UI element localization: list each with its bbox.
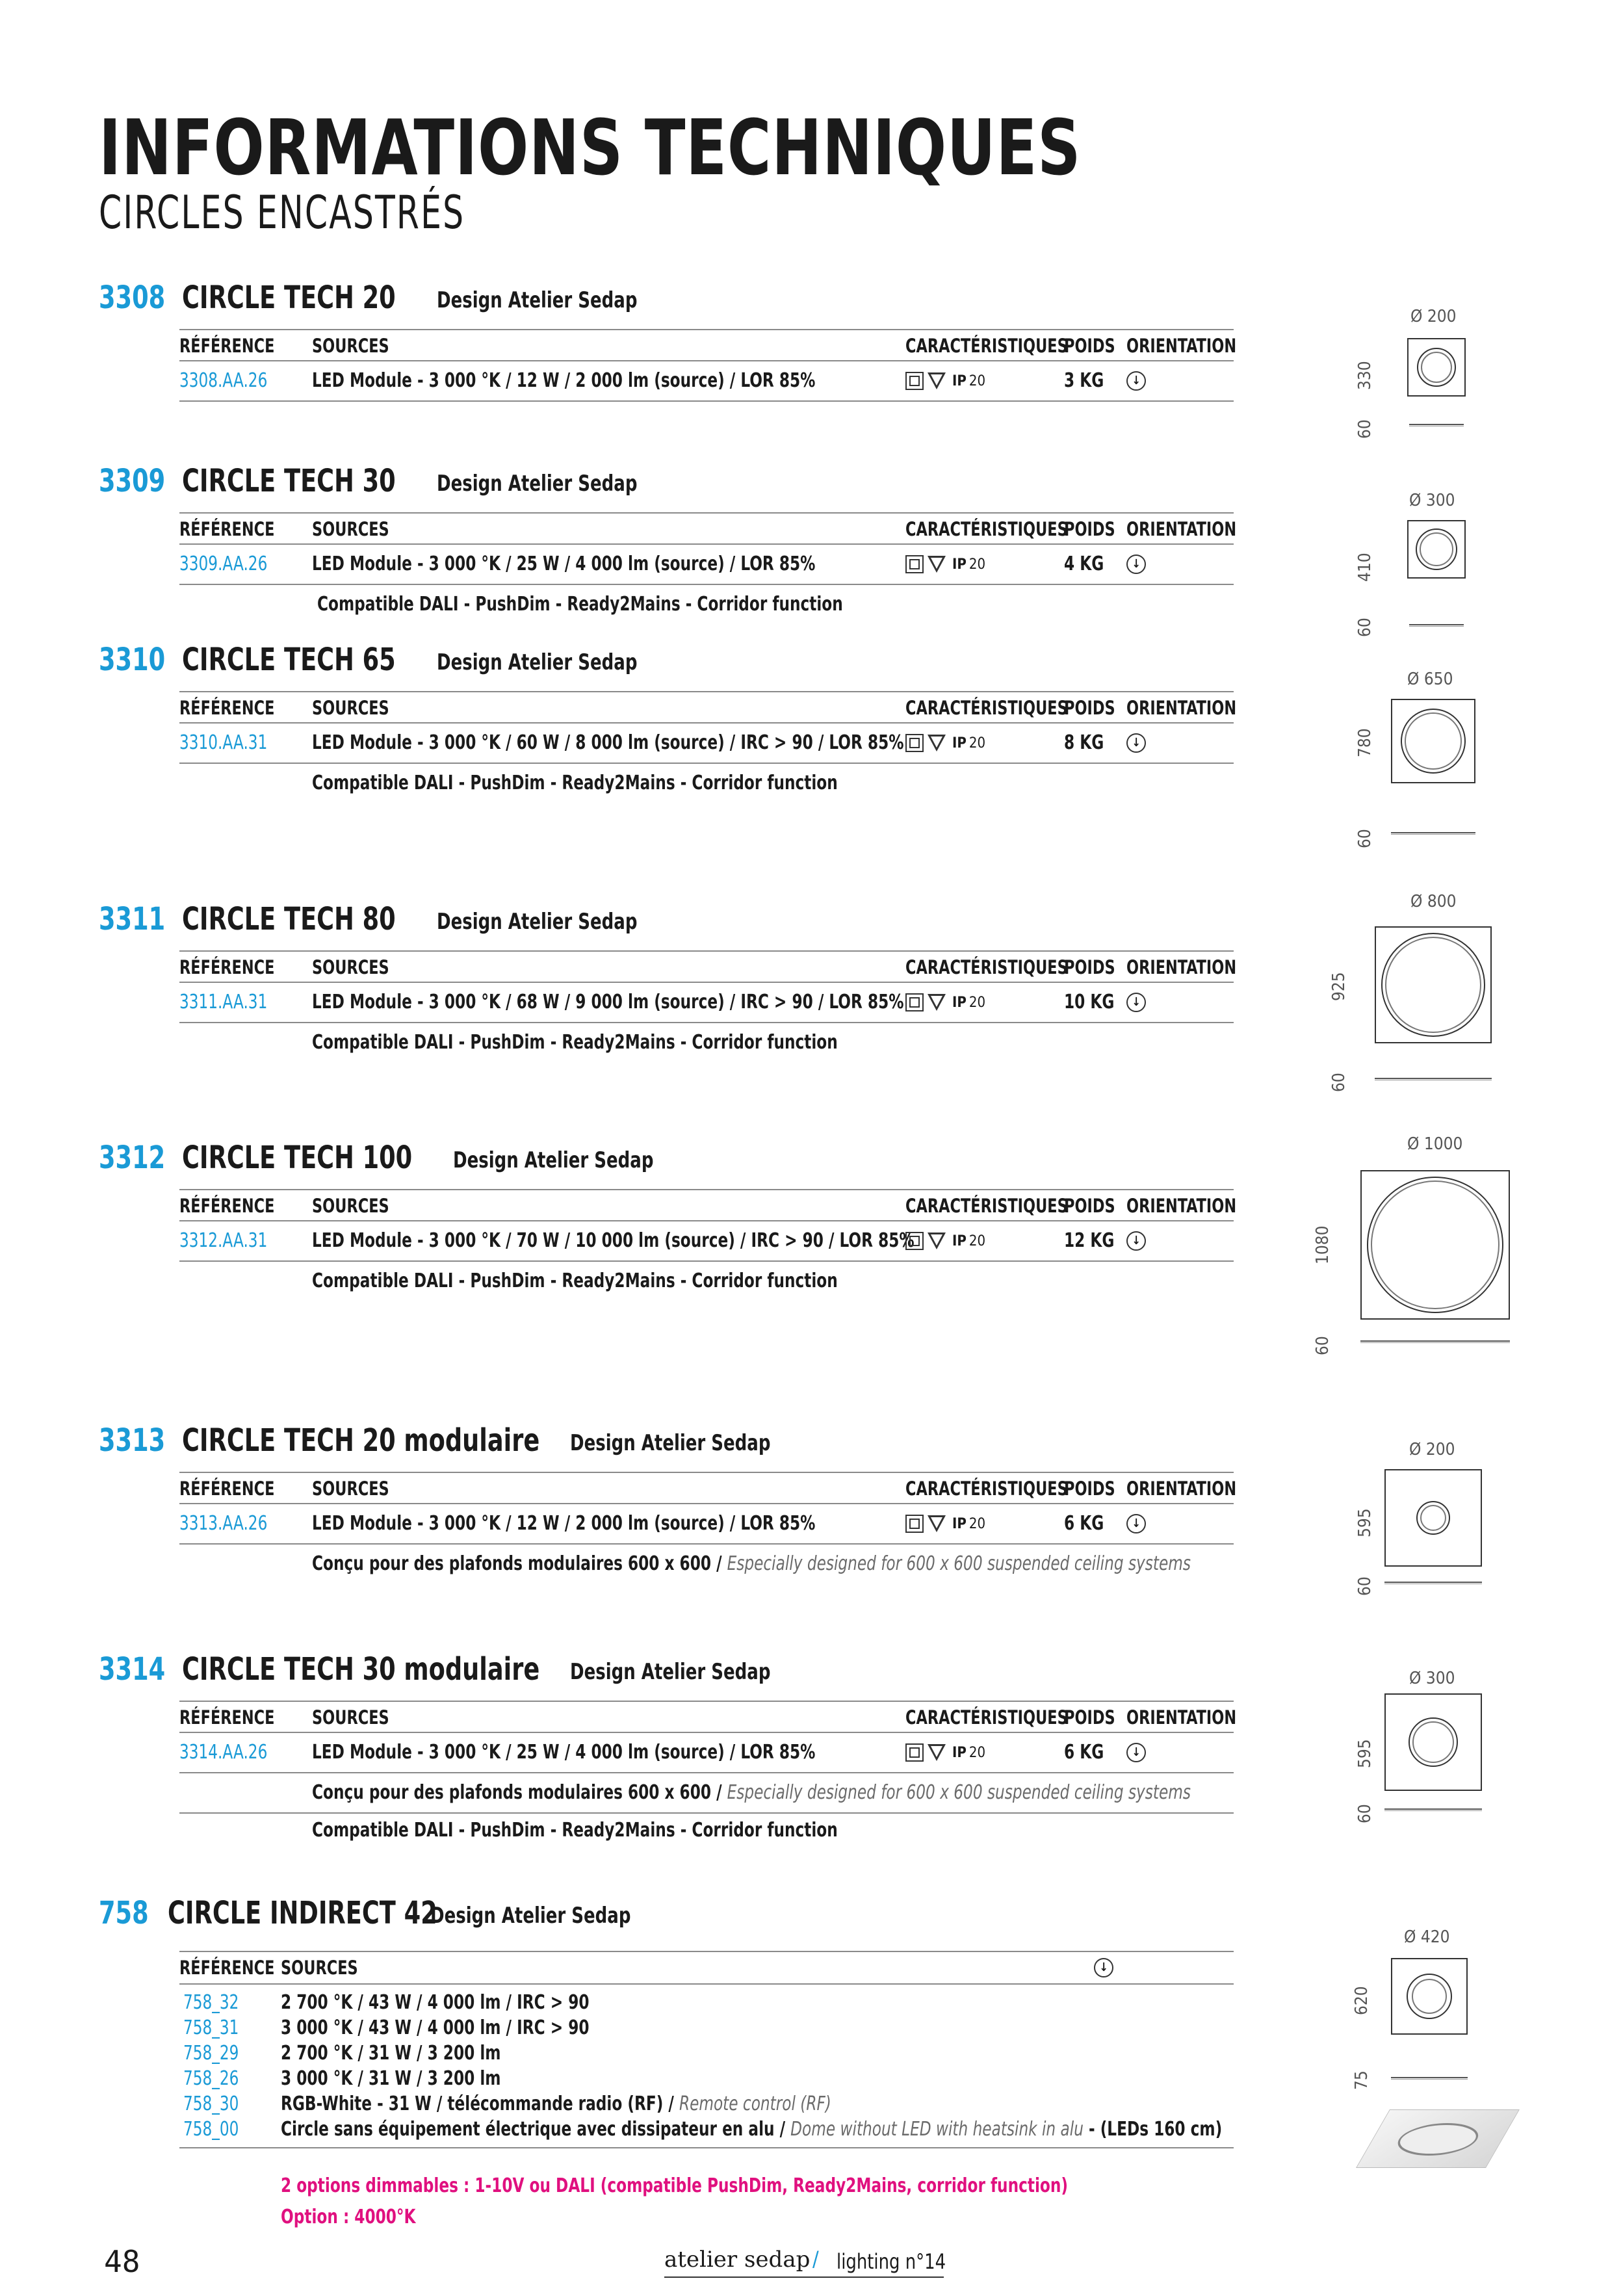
product-number: 3313: [99, 1422, 166, 1459]
product-number: 3314: [99, 1651, 166, 1688]
col-header-reference: RÉFÉRENCE: [179, 1195, 275, 1217]
footer-magazine: lighting n°14: [837, 2249, 946, 2274]
source-spec: [281, 2041, 500, 2067]
orientation-icon: ↓: [1126, 554, 1146, 574]
fixture-front-view: [1375, 926, 1492, 1043]
weight-value: 8 KG: [1064, 731, 1104, 754]
weight-value: 10 KG: [1064, 991, 1115, 1013]
weight-value: 3 KG: [1064, 369, 1104, 392]
compatibility-note: Compatible DALI - PushDim - Ready2Mains - Corridor function: [312, 1270, 838, 1292]
fixture-side-view: [1384, 1582, 1482, 1584]
ip-value: 20: [968, 1744, 986, 1761]
col-header-orientation: ORIENTATION: [1126, 697, 1237, 719]
triangle-f-icon: [928, 1744, 946, 1761]
col-header-sources: SOURCES: [312, 1706, 389, 1729]
fixture-inner-ring: [1371, 1181, 1500, 1309]
table-rule: [179, 1812, 1234, 1814]
col-header-characteristics: CARACTÉRISTIQUES: [905, 956, 1068, 978]
height-label: 925: [1329, 972, 1349, 1001]
characteristics-icons: [905, 1511, 985, 1537]
source-spec: LED Module - 3 000 °K / 60 W / 8 000 lm (source) / IRC > 90 / LOR 85%: [312, 731, 904, 754]
ip-rating: [952, 1745, 985, 1761]
ceiling-note-fr: Conçu pour des plafonds modulaires 600 x 600 /: [312, 1552, 722, 1575]
height-label: 620: [1352, 1986, 1371, 2015]
source-spec: [281, 2066, 500, 2092]
note-spacer: [722, 1552, 727, 1575]
height-label: 1080: [1313, 1225, 1332, 1264]
reference-code: 3314.AA.26: [179, 1741, 268, 1764]
col-header-sources: SOURCES: [312, 518, 389, 540]
table-rule: [179, 1732, 1234, 1733]
table-rule: [179, 584, 1234, 585]
characteristics-icons: [905, 1740, 985, 1766]
reference-code: 3311.AA.31: [179, 991, 268, 1013]
product-number: 758: [99, 1895, 149, 1931]
source-spec: LED Module - 3 000 °K / 25 W / 4 000 lm (source) / LOR 85%: [312, 1741, 816, 1764]
source-spec: LED Module - 3 000 °K / 12 W / 2 000 lm (source) / LOR 85%: [312, 369, 816, 392]
ceiling-note-en: Especially designed for 600 x 600 suspended ceiling systems: [727, 1552, 1191, 1575]
characteristics-icons: [905, 1228, 985, 1254]
source-text: 2 700 °K / 31 W / 3 200 lm: [281, 2042, 501, 2065]
reference-code: 3309.AA.26: [179, 553, 268, 575]
diameter-label: Ø 300: [1409, 491, 1455, 510]
fixture-side-view: [1409, 624, 1464, 627]
source-spacer: [785, 2118, 790, 2141]
table-rule: [179, 1983, 1234, 1985]
source-spec: LED Module - 3 000 °K / 12 W / 2 000 lm (source) / LOR 85%: [312, 1512, 816, 1535]
orientation-icon: ↓: [1126, 733, 1146, 753]
fixture-front-view: [1407, 338, 1466, 397]
source-text-fr: Circle sans équipement électrique avec dissipateur en alu /: [281, 2118, 786, 2141]
triangle-f-icon: [928, 1233, 946, 1249]
diameter-label: Ø 300: [1409, 1669, 1455, 1688]
col-header-reference: RÉFÉRENCE: [179, 697, 275, 719]
source-text: 2 700 °K / 43 W / 4 000 lm / IRC > 90: [281, 1991, 590, 2014]
table-rule: [179, 1543, 1234, 1545]
col-header-reference: RÉFÉRENCE: [179, 335, 275, 357]
fixture-side-view: [1391, 2077, 1468, 2080]
ip-label: IP: [952, 1744, 967, 1761]
characteristics-icons: [905, 368, 985, 394]
diameter-label: Ø 420: [1404, 1927, 1450, 1947]
fixture-inner-ring: [1412, 1721, 1454, 1763]
col-header-weight: POIDS: [1064, 1706, 1115, 1729]
product-number: 3311: [99, 901, 166, 937]
fixture-side-view: [1384, 1808, 1482, 1811]
col-header-reference: RÉFÉRENCE: [179, 956, 275, 978]
table-rule: [179, 1472, 1234, 1473]
compatibility-note: Compatible DALI - PushDim - Ready2Mains - Corridor function: [317, 593, 843, 616]
compatibility-note: Compatible DALI - PushDim - Ready2Mains - Corridor function: [312, 1031, 838, 1054]
product-number: 3308: [99, 280, 166, 316]
fixture-front-view: [1360, 1170, 1510, 1320]
weight-value: 6 KG: [1064, 1512, 1104, 1535]
ip-label: IP: [952, 735, 967, 751]
ip-label: IP: [952, 372, 967, 389]
depth-label: 60: [1313, 1336, 1332, 1355]
product-name: CIRCLE TECH 100: [182, 1140, 413, 1176]
ip-label: IP: [952, 556, 967, 573]
col-header-weight: POIDS: [1064, 1478, 1115, 1500]
source-text-tail: - (LEDs 160 cm): [1088, 2118, 1223, 2141]
footer-underline: [664, 2276, 944, 2278]
table-rule: [179, 329, 1234, 330]
product-name: CIRCLE INDIRECT 42: [168, 1895, 437, 1931]
col-header-sources: SOURCES: [281, 1957, 358, 1979]
ip-value: 20: [968, 1515, 986, 1532]
orientation-icon: ↓: [1126, 1231, 1146, 1251]
fixture-front-view: [1391, 1958, 1468, 2035]
height-label: 780: [1355, 728, 1375, 757]
ip-rating: [952, 995, 985, 1011]
diameter-label: Ø 800: [1410, 892, 1457, 911]
fixture-inner-ring: [1385, 937, 1481, 1033]
col-header-weight: POIDS: [1064, 1195, 1115, 1217]
ip-value: 20: [968, 1233, 986, 1249]
fixture-inner-ring: [1420, 532, 1453, 566]
product-designer: Design Atelier Sedap: [437, 287, 638, 313]
dimming-options-note: 2 options dimmables : 1-10V ou DALI (compatible PushDim, Ready2Mains, corridor function): [281, 2174, 1069, 2197]
table-rule: [179, 2147, 1234, 2148]
table-rule: [179, 1260, 1234, 1262]
col-header-sources: SOURCES: [312, 956, 389, 978]
square-mount-icon: [905, 1515, 924, 1533]
compatibility-note: Compatible DALI - PushDim - Ready2Mains - Corridor function: [312, 772, 838, 794]
fixture-front-view: [1407, 520, 1466, 579]
triangle-f-icon: [928, 372, 946, 389]
height-label: 595: [1355, 1508, 1375, 1537]
fixture-front-view: [1391, 699, 1475, 783]
col-header-reference: RÉFÉRENCE: [179, 518, 275, 540]
source-text-en: Remote control (RF): [679, 2093, 831, 2115]
table-rule: [179, 543, 1234, 545]
source-spec: [281, 1990, 590, 2016]
col-header-reference: RÉFÉRENCE: [179, 1957, 275, 1979]
table-rule: [179, 1772, 1234, 1773]
product-name: CIRCLE TECH 65: [182, 642, 396, 678]
orientation-icon: ↓: [1126, 1743, 1146, 1762]
page-number: 48: [104, 2244, 140, 2279]
product-name: CIRCLE TECH 80: [182, 901, 396, 937]
ip-value: 20: [968, 994, 986, 1011]
height-label: 595: [1355, 1739, 1375, 1768]
reference-code: 3308.AA.26: [179, 369, 268, 392]
depth-label: 60: [1355, 618, 1375, 637]
fixture-inner-ring: [1420, 1505, 1446, 1531]
source-text-fr: RGB-White - 31 W / télécommande radio (RF) /: [281, 2093, 674, 2115]
depth-label: 60: [1355, 1804, 1375, 1823]
reference-code: 3310.AA.31: [179, 731, 268, 754]
triangle-f-icon: [928, 994, 946, 1011]
reference-code: 758_30: [183, 2093, 239, 2115]
color-temp-option-note: Option : 4000°K: [281, 2206, 416, 2228]
fixture-front-view: [1384, 1469, 1482, 1567]
reference-code: 3313.AA.26: [179, 1512, 268, 1535]
fixture-perspective-render: [1356, 2109, 1520, 2168]
col-header-sources: SOURCES: [312, 335, 389, 357]
table-rule: [179, 512, 1234, 514]
triangle-f-icon: [928, 735, 946, 751]
ceiling-note-en: Especially designed for 600 x 600 suspended ceiling systems: [727, 1781, 1191, 1804]
table-rule: [179, 1220, 1234, 1221]
characteristics-icons: [905, 989, 985, 1015]
orientation-icon: ↓: [1126, 371, 1146, 391]
table-rule: [179, 1189, 1234, 1190]
square-mount-icon: [905, 1743, 924, 1762]
product-name: CIRCLE TECH 30 modulaire: [182, 1651, 540, 1688]
height-label: 410: [1355, 553, 1375, 582]
diameter-label: Ø 650: [1407, 670, 1453, 689]
col-header-characteristics: CARACTÉRISTIQUES: [905, 1195, 1068, 1217]
col-header-sources: SOURCES: [312, 1478, 389, 1500]
weight-value: 6 KG: [1064, 1741, 1104, 1764]
source-spec: [281, 2015, 590, 2041]
product-designer: Design Atelier Sedap: [570, 1659, 771, 1685]
source-spec: [281, 2091, 831, 2117]
col-header-weight: POIDS: [1064, 335, 1115, 357]
footer-separator: /: [812, 2247, 819, 2271]
ip-rating: [952, 556, 985, 573]
compatibility-note: Compatible DALI - PushDim - Ready2Mains - Corridor function: [312, 1819, 838, 1842]
fixture-side-view: [1375, 1078, 1492, 1080]
ip-value: 20: [968, 735, 986, 751]
reference-code: 3312.AA.31: [179, 1229, 268, 1252]
ip-label: IP: [952, 1233, 967, 1249]
characteristics-icons: [905, 551, 985, 577]
table-rule: [179, 1022, 1234, 1023]
product-designer: Design Atelier Sedap: [430, 1903, 631, 1929]
fixture-side-view: [1391, 832, 1475, 835]
col-header-weight: POIDS: [1064, 518, 1115, 540]
col-header-sources: SOURCES: [312, 697, 389, 719]
footer-brand: atelier sedap: [664, 2247, 811, 2273]
col-header-orientation: ORIENTATION: [1126, 518, 1237, 540]
product-number: 3312: [99, 1140, 166, 1176]
reference-code: 758_00: [183, 2118, 239, 2141]
col-header-reference: RÉFÉRENCE: [179, 1478, 275, 1500]
page-subtitle: CIRCLES ENCASTRÉS: [99, 186, 465, 239]
product-designer: Design Atelier Sedap: [437, 471, 638, 497]
product-name: CIRCLE TECH 20: [182, 280, 396, 316]
table-rule: [179, 763, 1234, 764]
product-designer: Design Atelier Sedap: [453, 1147, 654, 1173]
ip-label: IP: [952, 1515, 967, 1532]
col-header-orientation: ORIENTATION: [1126, 1195, 1237, 1217]
source-text-en: Dome without LED with heatsink in alu: [790, 2118, 1084, 2141]
diameter-label: Ø 200: [1410, 307, 1457, 326]
source-text: 3 000 °K / 43 W / 4 000 lm / IRC > 90: [281, 2016, 590, 2039]
col-header-sources: SOURCES: [312, 1195, 389, 1217]
col-header-characteristics: CARACTÉRISTIQUES: [905, 697, 1068, 719]
characteristics-icons: [905, 730, 985, 756]
table-rule: [179, 360, 1234, 361]
fixture-side-view: [1360, 1340, 1510, 1343]
col-header-orientation: ORIENTATION: [1126, 1478, 1237, 1500]
ip-rating: [952, 1516, 985, 1532]
reference-code: 758_32: [183, 1991, 239, 2014]
square-mount-icon: [905, 555, 924, 573]
table-rule: [179, 722, 1234, 724]
product-designer: Design Atelier Sedap: [437, 909, 638, 935]
product-name: CIRCLE TECH 20 modulaire: [182, 1422, 540, 1459]
reference-code: 758_29: [183, 2042, 239, 2065]
ceiling-note-fr: Conçu pour des plafonds modulaires 600 x 600 /: [312, 1781, 722, 1804]
square-mount-icon: [905, 734, 924, 752]
product-designer: Design Atelier Sedap: [570, 1430, 771, 1456]
product-name: CIRCLE TECH 30: [182, 463, 396, 499]
product-number: 3310: [99, 642, 166, 678]
fixture-front-view: [1384, 1693, 1482, 1791]
col-header-characteristics: CARACTÉRISTIQUES: [905, 1706, 1068, 1729]
ceiling-note: [312, 1551, 1191, 1577]
weight-value: 12 KG: [1064, 1229, 1115, 1252]
table-rule: [179, 982, 1234, 983]
table-rule: [179, 691, 1234, 692]
weight-value: 4 KG: [1064, 553, 1104, 575]
reference-code: 758_26: [183, 2067, 239, 2090]
square-mount-icon: [905, 372, 924, 390]
product-number: 3309: [99, 463, 166, 499]
ceiling-note: [312, 1780, 1191, 1806]
triangle-f-icon: [928, 556, 946, 573]
square-mount-icon: [905, 1232, 924, 1250]
reference-code: 758_31: [183, 2016, 239, 2039]
table-rule: [179, 1701, 1234, 1702]
source-spec: LED Module - 3 000 °K / 68 W / 9 000 lm (source) / IRC > 90 / LOR 85%: [312, 991, 904, 1013]
col-header-orientation: ORIENTATION: [1126, 1706, 1237, 1729]
ip-value: 20: [968, 372, 986, 389]
col-header-orientation: ORIENTATION: [1126, 335, 1237, 357]
square-mount-icon: [905, 993, 924, 1011]
ip-label: IP: [952, 994, 967, 1011]
depth-label: 60: [1329, 1073, 1349, 1092]
col-header-orientation: ORIENTATION: [1126, 956, 1237, 978]
ip-rating: [952, 735, 985, 751]
fixture-inner-ring: [1412, 1979, 1447, 2014]
diameter-label: Ø 1000: [1407, 1134, 1463, 1154]
source-spacer: [674, 2093, 679, 2115]
table-rule: [179, 1951, 1234, 1952]
depth-label: 60: [1355, 419, 1375, 439]
depth-label: 60: [1355, 829, 1375, 848]
orientation-icon: ↓: [1126, 993, 1146, 1012]
ip-value: 20: [968, 556, 986, 573]
fixture-inner-ring: [1421, 352, 1452, 383]
col-header-characteristics: CARACTÉRISTIQUES: [905, 1478, 1068, 1500]
table-rule: [179, 950, 1234, 952]
fixture-perspective-ring: [1390, 2123, 1487, 2156]
orientation-icon: ↓: [1094, 1958, 1113, 1977]
source-spec: [281, 2117, 1222, 2143]
col-header-reference: RÉFÉRENCE: [179, 1706, 275, 1729]
col-header-weight: POIDS: [1064, 697, 1115, 719]
orientation-icon: ↓: [1126, 1514, 1146, 1533]
product-designer: Design Atelier Sedap: [437, 649, 638, 675]
source-spec: LED Module - 3 000 °K / 70 W / 10 000 lm (source) / IRC > 90 / LOR 85%: [312, 1229, 915, 1252]
fixture-inner-ring: [1405, 712, 1462, 770]
note-spacer: [722, 1781, 727, 1804]
ip-rating: [952, 373, 985, 389]
col-header-weight: POIDS: [1064, 956, 1115, 978]
diameter-label: Ø 200: [1409, 1440, 1455, 1459]
col-header-characteristics: CARACTÉRISTIQUES: [905, 518, 1068, 540]
col-header-characteristics: CARACTÉRISTIQUES: [905, 335, 1068, 357]
table-rule: [179, 400, 1234, 402]
height-label: 330: [1355, 361, 1375, 390]
ip-rating: [952, 1233, 985, 1249]
table-rule: [179, 1503, 1234, 1504]
source-text: 3 000 °K / 31 W / 3 200 lm: [281, 2067, 501, 2090]
source-spec: LED Module - 3 000 °K / 25 W / 4 000 lm (source) / LOR 85%: [312, 553, 816, 575]
page-title: INFORMATIONS TECHNIQUES: [99, 103, 1082, 192]
depth-label: 60: [1355, 1576, 1375, 1596]
fixture-side-view: [1409, 424, 1464, 426]
triangle-f-icon: [928, 1515, 946, 1532]
depth-label: 75: [1352, 2070, 1371, 2090]
